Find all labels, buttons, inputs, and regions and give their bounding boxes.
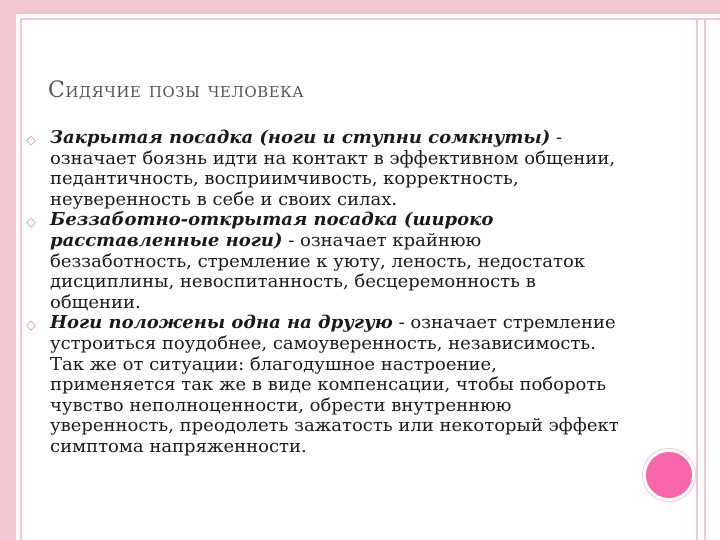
frame-left-band <box>0 0 16 540</box>
list-item <box>24 128 624 210</box>
list-item <box>24 313 624 457</box>
item-lead: Ноги положены одна на другую <box>50 312 393 334</box>
item-text: - означает крайнюю беззаботность, стремление к уюту, леность, недостаток дисциплины, невоспитанность, бесцеремонность в общении. <box>50 229 586 313</box>
list-item <box>24 210 624 313</box>
frame-top-band <box>0 0 720 14</box>
diamond-outline-icon: ◇ <box>26 133 36 148</box>
diamond-outline-icon: ◇ <box>26 318 36 334</box>
item-text: - означает стремление устроиться поудобнее, самоуверенность, независимость. Так же от ситуации: благодушное настроение, применяется так же в виде компенсации, чтобы побороть чувство неполноценности, обрести внутреннюю уверенность, преодолеть зажатость или некоторый эффект симптома напряженности. <box>50 312 619 457</box>
item-lead: Закрытая посадка (ноги и ступни сомкнуты) <box>50 127 551 148</box>
bullet-list <box>24 128 624 458</box>
diamond-outline-icon: ◇ <box>26 215 36 231</box>
frame-right-line-a <box>696 20 698 540</box>
decorative-pink-circle <box>643 449 695 501</box>
item-lead: Беззаботно-открытая посадка (широко расставленные ноги) <box>50 209 494 251</box>
slide-title: Сидячие позы человека <box>48 78 305 103</box>
frame-left-line <box>20 20 22 540</box>
frame-top-line <box>20 18 720 20</box>
frame-right-line-b <box>704 20 706 540</box>
item-text: - означает боязнь идти на контакт в эффективном общении, педантичность, восприимчивость, корректность, неуверенность в себе и своих силах. <box>50 127 616 210</box>
